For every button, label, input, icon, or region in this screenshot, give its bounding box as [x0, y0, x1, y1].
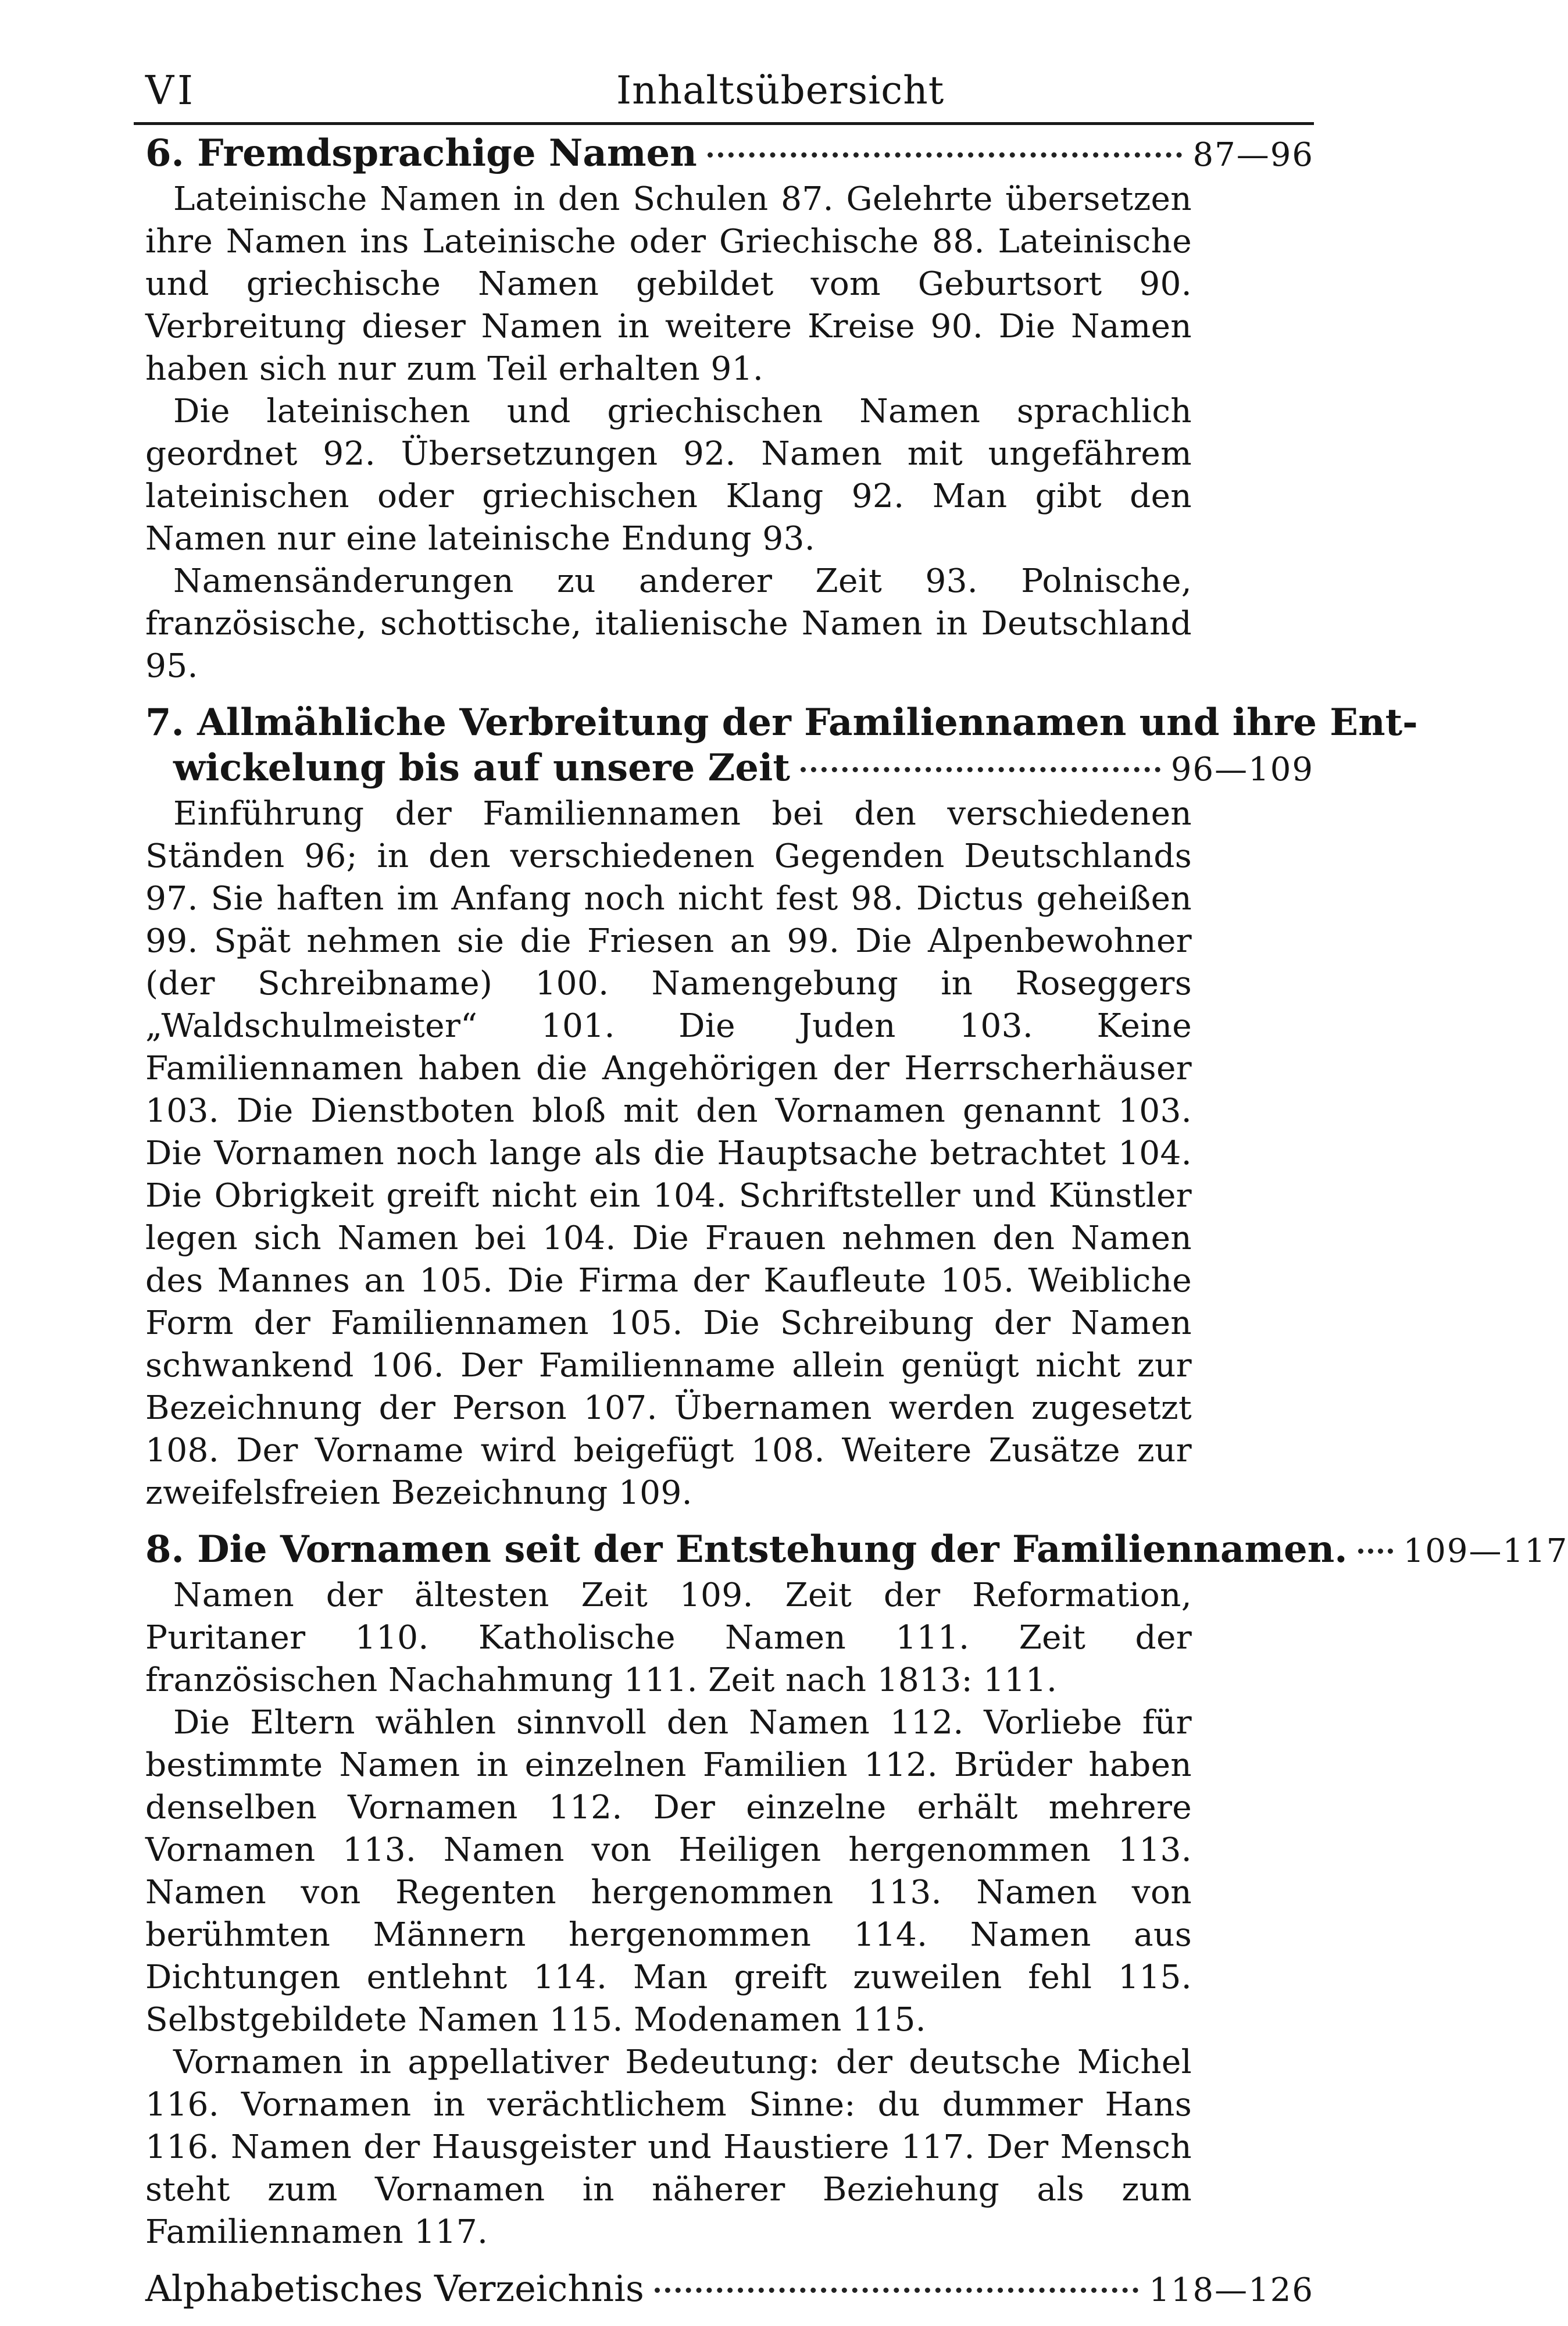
toc-heading-continued[interactable] — [145, 745, 1314, 793]
toc-entry-8 — [145, 1527, 1568, 2253]
section-title: Die Vornamen seit der Entstehung der Familiennamen. — [197, 1528, 1348, 1571]
section-number: 6. — [145, 131, 184, 175]
page-range: 118—126 — [1149, 2271, 1314, 2309]
toc-entry-7 — [145, 700, 1418, 1514]
toc-title — [145, 131, 697, 176]
summary-paragraph: Lateinische Namen in den Schulen 87. Gelehrte übersetzen ihre Namen ins Lateinische oder Griechische 88. Lateinische und griechische Namen gebildet vom Geburtsort 90. Verbreitung dieser Namen in weitere Kreise 90. Die Namen haben sich nur zum Teil erhalten 91. — [145, 180, 1192, 388]
section-title: Fremdsprachige Namen — [197, 131, 697, 175]
section-title-continued: wickelung bis auf unsere Zeit — [173, 746, 790, 790]
summary-paragraph: Die lateinischen und griechischen Namen sprachlich geordnet 92. Übersetzungen 92. Namen mit ungefährem lateinischen oder griechischen Klang 92. Man gibt den Namen nur eine lateinische Endung 93. — [145, 393, 1192, 558]
page-number: VI — [145, 68, 197, 114]
summary-paragraph: Einführung der Familiennamen bei den verschiedenen Ständen 96; in den verschiedenen Gegenden Deutschlands 97. Sie haften im Anfang noch nicht fest 98. Dictus geheißen 99. Spät nehmen sie die Friesen an 99. Die Alpenbewohner (der Schreibname) 100. Namengebung in Roseggers „Waldschulmeister“ 101. Die Juden 103. Keine Familiennamen haben die Angehörigen der Herrscherhäuser 103. Die Dienstboten bloß mit den Vornamen genannt 103. Die Vornamen noch lange als die Hauptsache betrachtet 104. Die Obrigkeit greift nicht ein 104. Schriftsteller und Künstler legen sich Namen bei 104. Die Frauen nehmen den Namen des Mannes an 105. Die Firma der Kaufleute 105. Weibliche Form der Familiennamen 105. Die Schreibung der Namen schwankend 106. Der Familienname allein genügt nicht zur Bezeichnung der Person 107. Übernamen werden zugesetzt 108. Der Vorname wird beigefügt 108. Weitere Zusätze zur zweifelsfreien Bezeichnung 109. — [145, 795, 1192, 1512]
toc-heading[interactable] — [145, 131, 1314, 178]
summary-paragraph: Namen der ältesten Zeit 109. Zeit der Reformation, Puritaner 110. Katholische Namen 111. Zeit der französischen Nachahmung 111. Zeit nach 1813: 111. — [145, 1576, 1192, 1699]
dot-leader — [1358, 1549, 1393, 1554]
section-number: 7. — [145, 701, 184, 744]
toc-title — [145, 700, 1418, 745]
toc-entry-index — [145, 2266, 1314, 2313]
summary-paragraph: Namensänderungen zu anderer Zeit 93. Polnische, französische, schottische, italienische Namen in Deutschland 95. — [145, 562, 1192, 685]
dot-leader — [801, 767, 1160, 772]
table-of-contents — [145, 131, 1568, 2326]
dot-leader — [708, 152, 1183, 158]
section-number: 8. — [145, 1528, 184, 1571]
summary-paragraph: Die Eltern wählen sinnvoll den Namen 112. Vorliebe für bestimmte Namen in einzelnen Familien 112. Brüder haben denselben Vornamen 112. Der einzelne erhält mehrere Vornamen 113. Namen von Heiligen hergenommen 113. Namen von Regenten hergenommen 113. Namen von berühmten Männern hergenommen 114. Namen aus Dichtungen entlehnt 114. Man greift zuweilen fehl 115. Selbstgebildete Namen 115. Modenamen 115. — [145, 1704, 1192, 2039]
toc-title — [145, 1527, 1348, 1572]
page-header — [134, 58, 1314, 125]
dot-leader — [655, 2288, 1138, 2293]
toc-heading[interactable] — [145, 700, 1418, 745]
toc-entry-6 — [145, 131, 1314, 687]
page-range: 87—96 — [1192, 136, 1314, 174]
section-title: Allmähliche Verbreitung der Familiennamen und ihre Ent- — [197, 701, 1418, 744]
toc-heading[interactable] — [145, 1527, 1568, 1574]
appendix-title: Alphabetisches Verzeichnis — [145, 2267, 644, 2310]
running-title: Inhaltsübersicht — [616, 68, 945, 113]
page-range: 96—109 — [1170, 751, 1314, 789]
summary-paragraph: Vornamen in appellativer Bedeutung: der deutsche Michel 116. Vornamen in verächtlichem Sinne: du dummer Hans 116. Namen der Hausgeister und Haustiere 117. Der Mensch steht zum Vornamen in näherer Beziehung als zum Familiennamen 117. — [145, 2043, 1192, 2251]
page-range: 109—117 — [1403, 1532, 1568, 1570]
toc-heading[interactable] — [145, 2266, 1314, 2313]
